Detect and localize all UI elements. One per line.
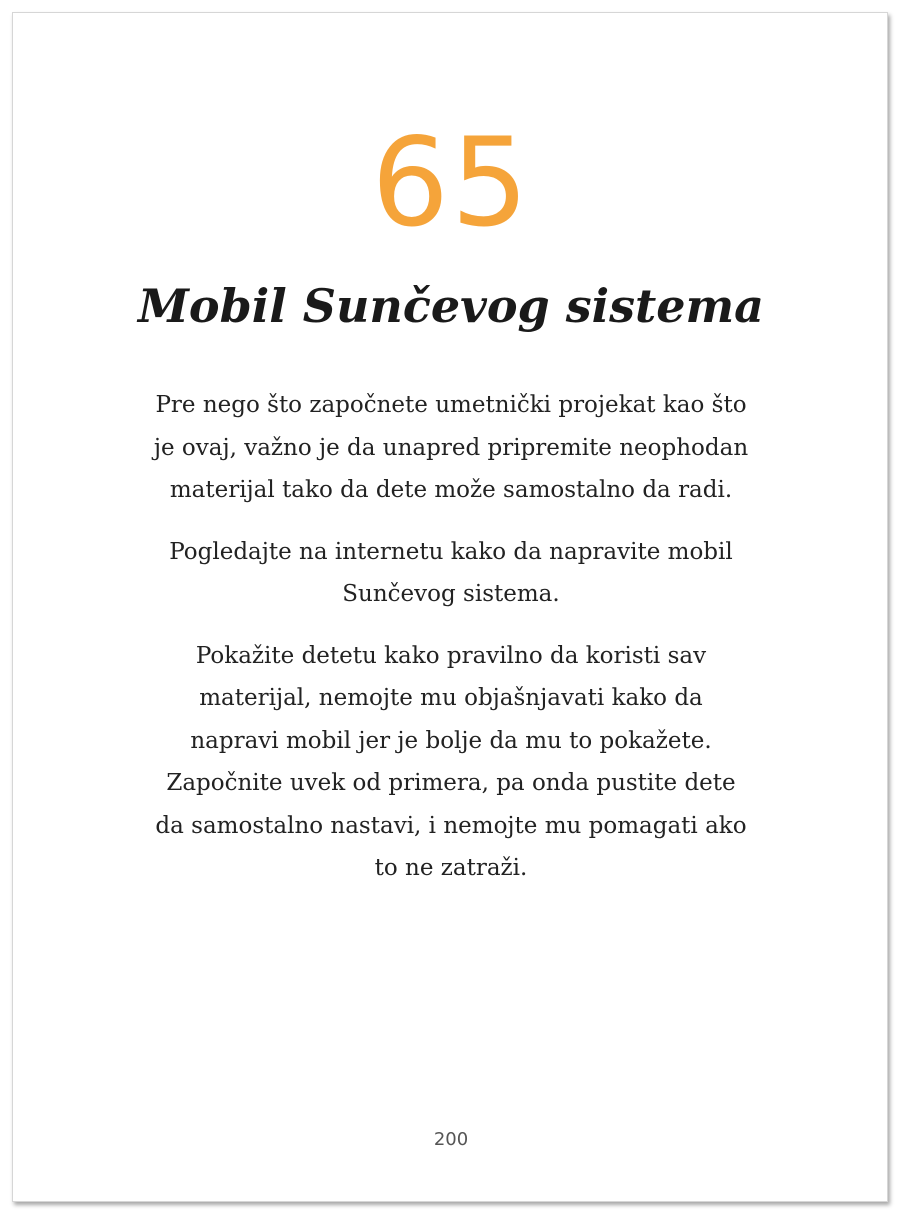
paragraph-2 (121, 531, 781, 616)
paragraph-line: materijal tako da dete može samostalno da radi. (169, 477, 733, 503)
paragraph-line: materijal, nemojte mu objašnjavati kako da (199, 685, 703, 711)
body-text (121, 384, 781, 909)
paragraph-line: je ovaj, važno je da unapred pripremite neophodan (153, 434, 749, 461)
paragraph-line: Pogledajte na internetu kako da napravite mobil (169, 538, 733, 565)
book-page (12, 12, 888, 1202)
paragraph-line: Pre nego što započnete umetnički projekat kao što (155, 392, 747, 418)
paragraph-1 (121, 384, 781, 512)
paragraph-3 (121, 635, 781, 890)
chapter-title: Mobil Sunčevog sistema (138, 279, 764, 333)
paragraph-line: to ne zatraži. (374, 855, 528, 881)
page-number: 200 (433, 1129, 469, 1150)
paragraph-line: napravi mobil jer je bolje da mu to pokažete. (190, 727, 712, 754)
paragraph-line: da samostalno nastavi, i nemojte mu pomagati ako (155, 812, 747, 839)
paragraph-line: Sunčevog sistema. (342, 581, 560, 607)
paragraph-line: Pokažite detetu kako pravilno da koristi sav (195, 642, 707, 669)
chapter-number: 65 (371, 112, 531, 254)
paragraph-line: Započnite uvek od primera, pa onda pustite dete (166, 770, 736, 796)
